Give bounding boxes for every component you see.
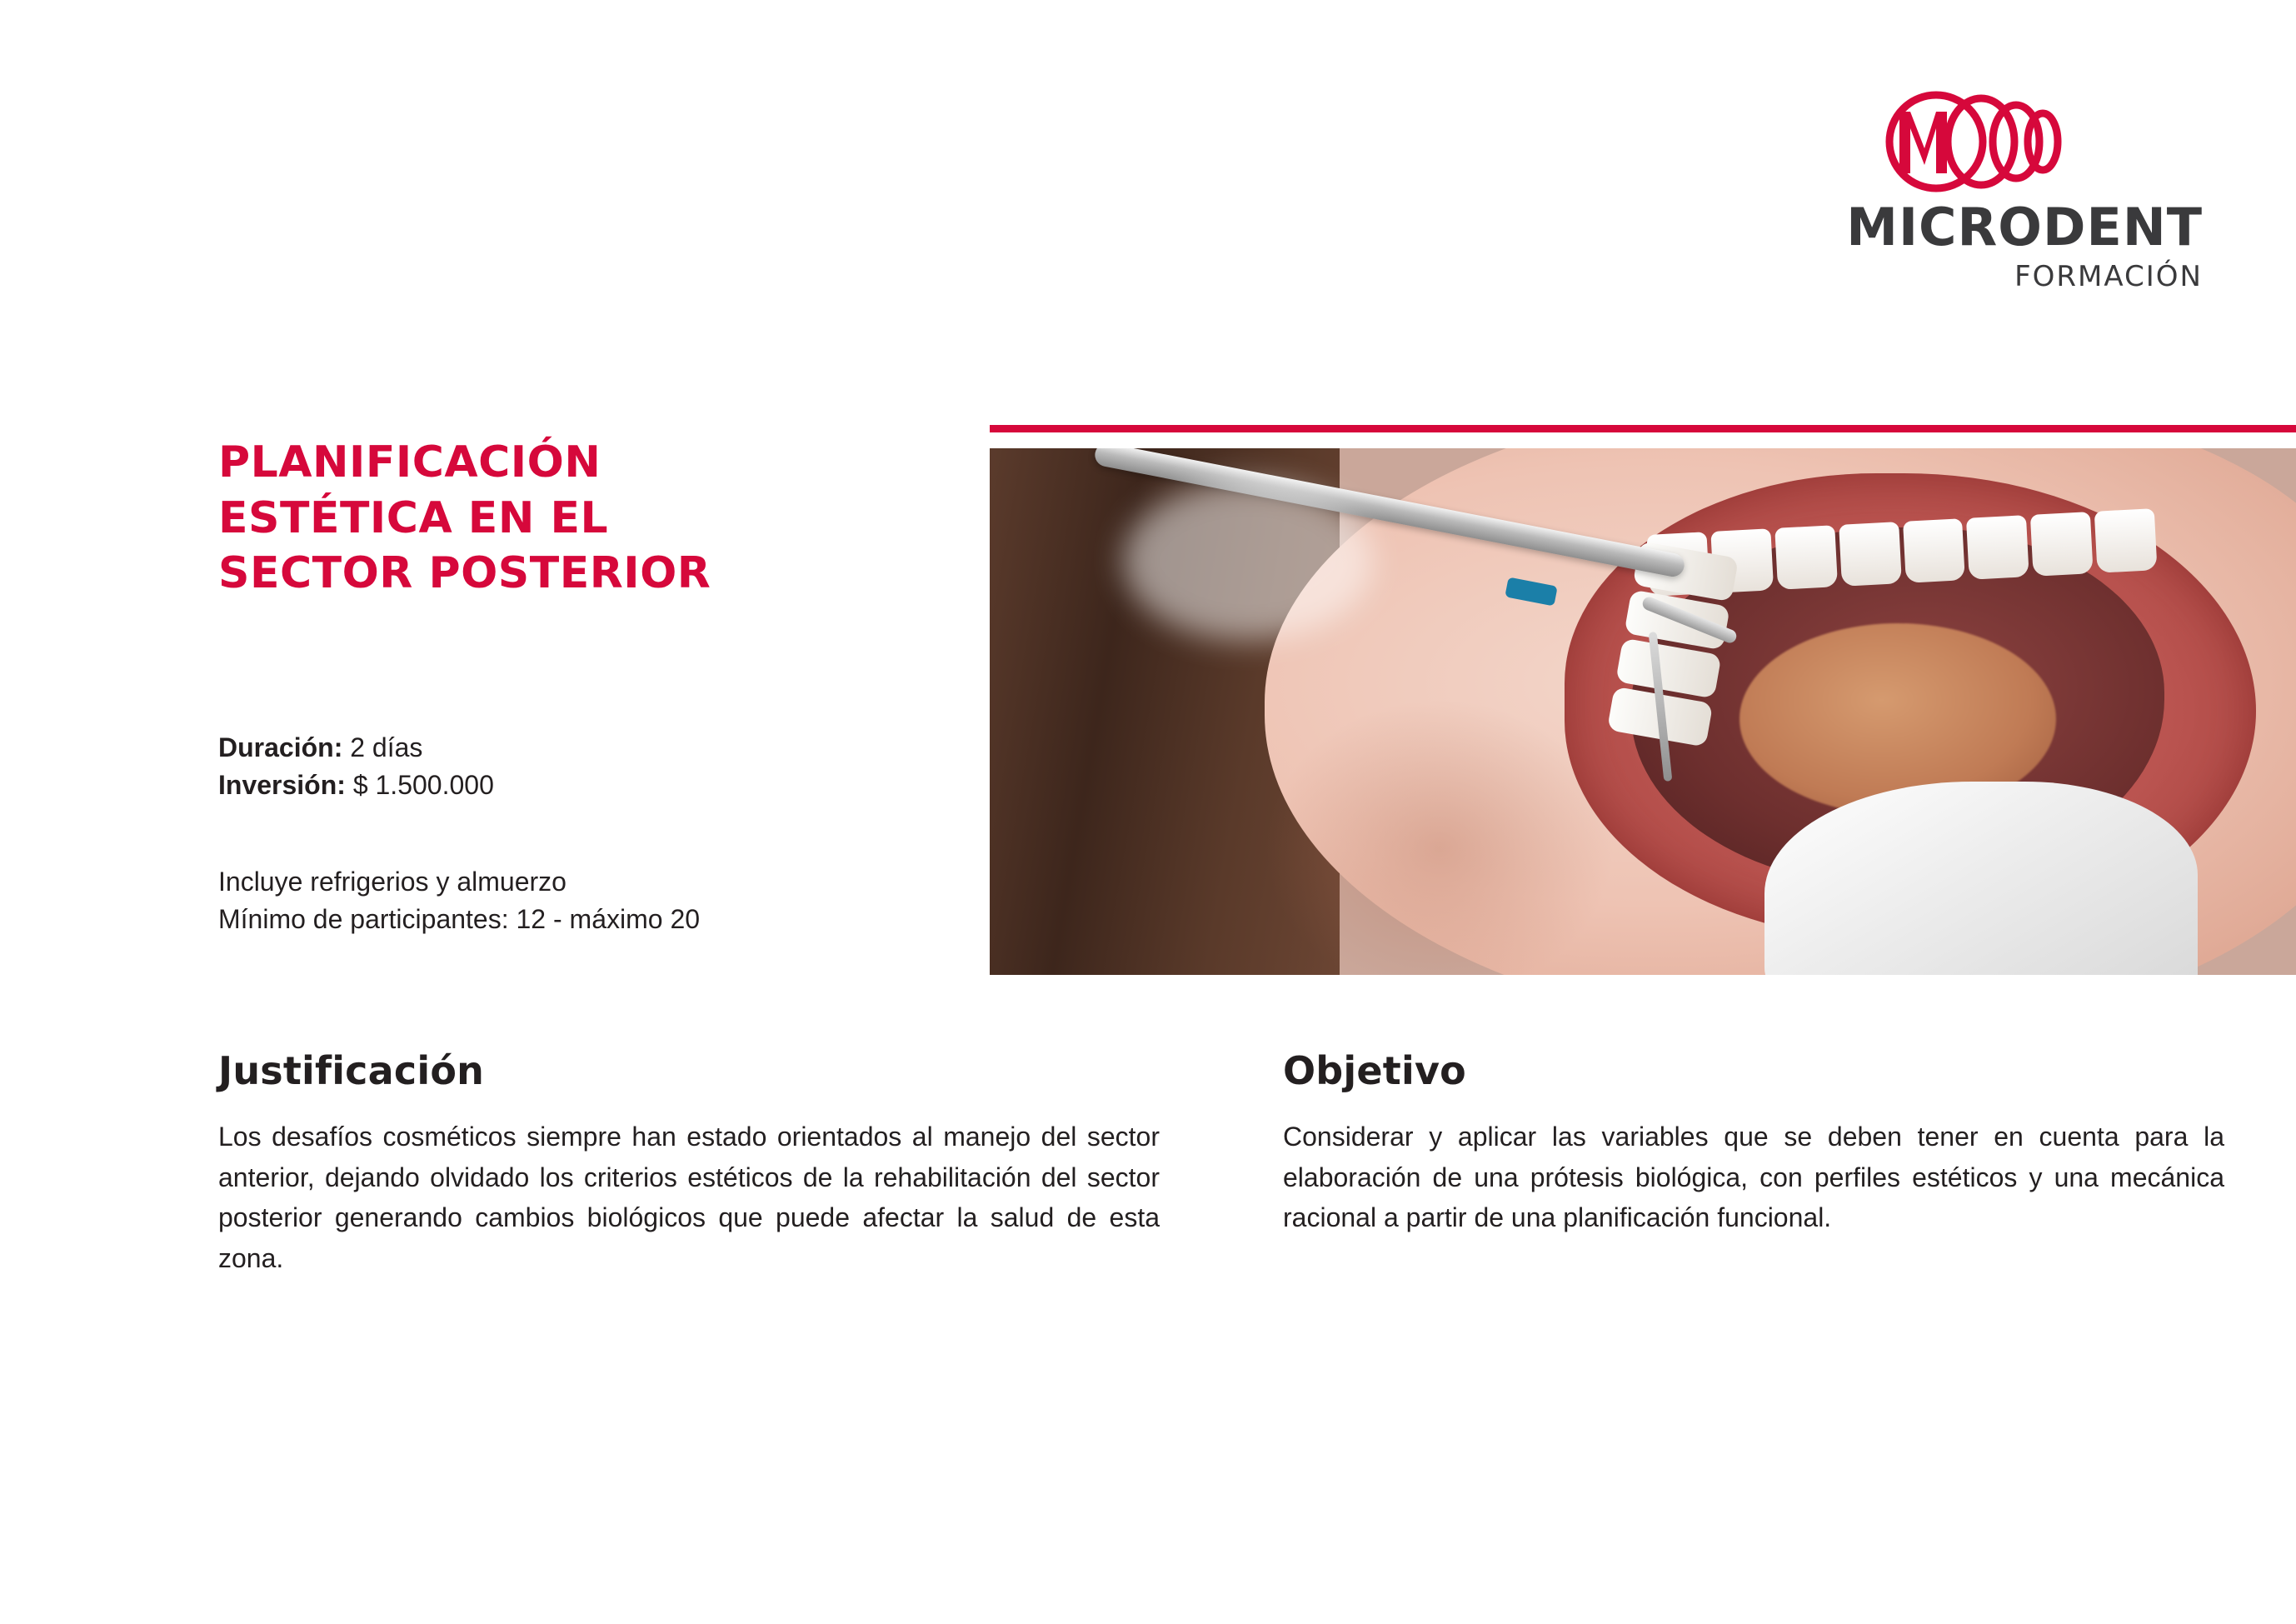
section-justificacion-heading: Justificación	[218, 1048, 485, 1093]
brand-name: MICRODENT	[1846, 197, 2203, 257]
dental-procedure-photo	[990, 448, 2296, 975]
microdent-md-logo-icon	[1836, 90, 2203, 197]
duration-row	[218, 729, 851, 767]
investment-value: $ 1.500.000	[352, 770, 494, 801]
section-objetivo-heading: Objetivo	[1283, 1048, 1466, 1093]
photo-cheek-shadow	[1265, 698, 1615, 975]
accent-rule	[990, 425, 2296, 432]
photo-highlight	[1123, 482, 1373, 640]
course-meta	[218, 729, 851, 805]
duration-label: Duración:	[218, 732, 343, 762]
brand-logo	[1836, 90, 2203, 293]
investment-label: Inversión:	[218, 770, 346, 801]
hero-photo-block	[990, 425, 2296, 975]
section-justificacion-body: Los desafíos cosméticos siempre han estado orientados al manejo del sector anterior, dejando olvidado los criterios estéticos de la rehabilitación del sector posterior generando cambios biológicos que puede afectar la salud de esta zona.	[218, 1122, 1160, 1273]
participants-text: Mínimo de participantes: 12 - máximo 20	[218, 904, 701, 935]
page-title-line-1: PLANIFICACIÓN	[218, 437, 601, 487]
brand-subtitle: FORMACIÓN	[2014, 260, 2203, 293]
page-title-line-2: ESTÉTICA EN EL	[218, 492, 609, 543]
section-justificacion	[218, 1048, 1160, 1279]
duration-value: 2 días	[350, 732, 423, 762]
page-title	[218, 435, 818, 602]
section-objetivo	[1283, 1048, 2224, 1238]
page-title-line-3: SECTOR POSTERIOR	[218, 548, 711, 599]
section-objetivo-body: Considerar y aplicar las variables que se deben tener en cuenta para la elaboración de una prótesis biológica, con perfiles estéticos y una mecánica racional a partir de una planificación funcional.	[1283, 1122, 2224, 1233]
course-extra-info	[218, 863, 885, 939]
includes-text: Incluye refrigerios y almuerzo	[218, 867, 567, 897]
investment-row	[218, 767, 851, 804]
